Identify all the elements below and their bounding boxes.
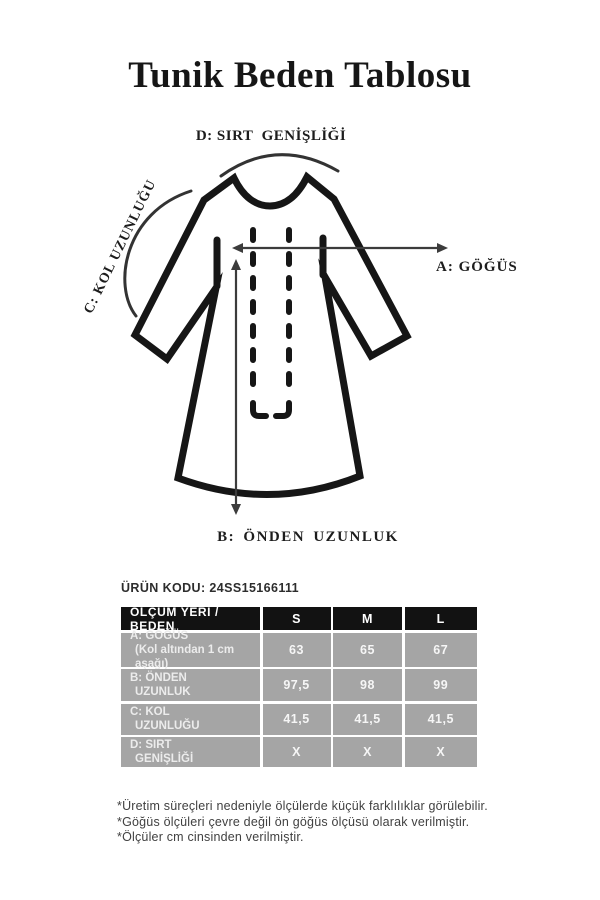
table-cell: X [263,737,331,767]
label-sleeve-length: C: KOL UZUNLUĞU [81,177,160,317]
label-back-width: D: SIRT GENİŞLİĞİ [195,128,347,144]
size-table [121,604,477,767]
row-label-line2: (Kol altından 1 cm aşağı) [135,643,235,670]
table-cell: 97,5 [263,669,331,701]
tunic-outline [135,177,407,495]
product-code: ÜRÜN KODU: 24SS15166111 [121,581,300,595]
table-cell: 41,5 [333,704,402,735]
back-width-arc [221,155,338,176]
row-label-line2: UZUNLUĞU [135,720,200,732]
row-label-line1: D: SIRT [130,739,172,751]
table-cell: 63 [263,633,331,667]
table-header-measure: ÖLÇÜM YERİ / BEDEN [121,607,260,630]
table-row-label [121,704,260,735]
chest-arrow-head-right [437,243,448,253]
table-cell: 65 [333,633,402,667]
table-cell: 99 [405,669,478,701]
table-row-label [121,737,260,767]
page-title: Tunik Beden Tablosu [128,55,472,96]
label-front-length: B: ÖNDEN UZUNLUK [217,529,399,545]
table-row-label [121,669,260,701]
table-cell: X [405,737,478,767]
placket-corner-left [253,403,266,416]
table-cell: 67 [405,633,478,667]
table-header-size-s: S [263,607,331,630]
placket-corner-right [276,403,289,416]
table-cell: 41,5 [263,704,331,735]
front-length-arrow-head-bottom [231,504,241,515]
chest-arrow-head-left [232,243,243,253]
table-cell: X [333,737,402,767]
row-label-line2: UZUNLUK [135,686,191,698]
row-label-line2: GENİŞLİĞİ [135,753,194,765]
table-row-label [121,629,260,670]
table-cell: 41,5 [405,704,478,735]
footnote-chest-measure: *Göğüs ölçüleri çevre değil ön göğüs ölçüsü olarak verilmiştir. [117,814,470,829]
table-cell: 98 [333,669,402,701]
footnote-units: *Ölçüler cm cinsinden verilmiştir. [117,830,304,845]
table-header-size-m: M [333,607,402,630]
table-header-size-l: L [405,607,478,630]
footnote-production: *Üretim süreçleri nedeniyle ölçülerde küçük farklılıklar görülebilir. [117,799,488,813]
row-label-line1: A: GÖĞÜS [130,629,189,642]
row-label-line1: C: KOL [130,706,170,718]
label-chest: A: GÖĞÜS [436,259,518,275]
row-label-line1: B: ÖNDEN [130,672,187,684]
footnotes [117,799,488,846]
front-length-arrow-head-top [231,259,241,270]
